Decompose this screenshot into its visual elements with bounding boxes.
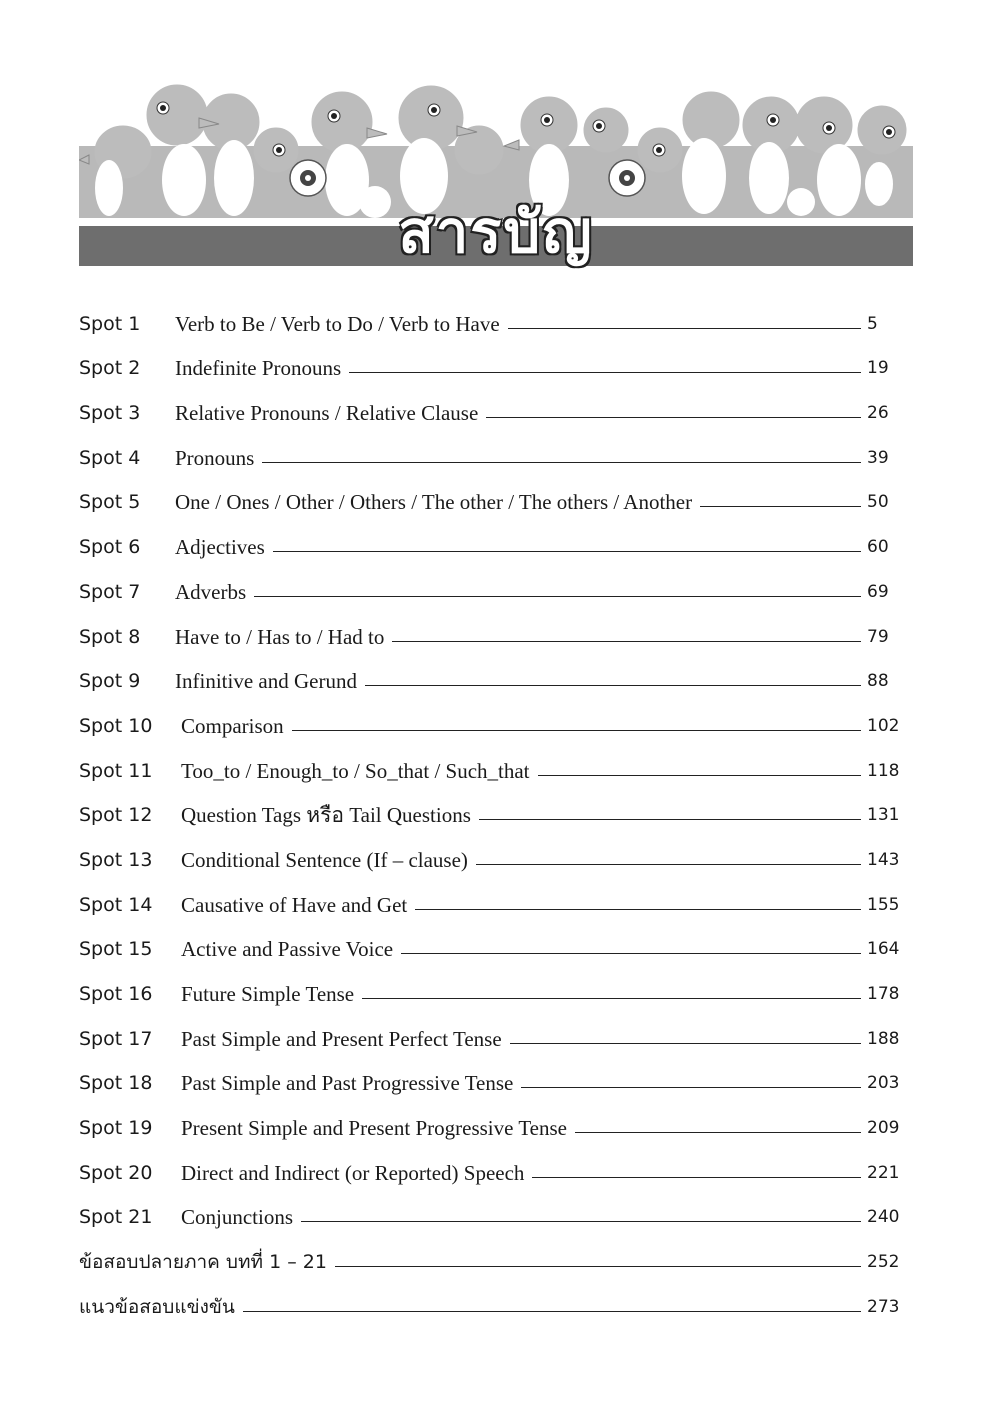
toc-leader-line [301,1221,861,1222]
toc-spot-label: Spot 5 [79,491,141,514]
toc-leader-line [538,775,861,776]
toc-spot-label: Spot 9 [79,670,141,693]
toc-spot-label: Spot 3 [79,402,141,425]
toc-spot-label: Spot 7 [79,580,141,603]
toc-entry-title: Pronouns [175,445,255,470]
toc-leader-line [365,685,861,686]
toc-page-number: 178 [867,984,900,1004]
toc-spot-label: Spot 15 [79,938,153,961]
toc-extra-entry[interactable] [79,1275,899,1320]
toc-leader-line [362,998,861,999]
toc-entry[interactable] [79,605,899,650]
toc-entry[interactable] [79,515,899,560]
toc-page-number: 164 [867,939,900,960]
toc-entry[interactable] [79,784,899,829]
toc-leader-line [510,1043,861,1044]
toc-spot-label: Spot 10 [79,714,153,737]
table-of-contents [79,292,899,1320]
toc-entry-title: Question Tags หรือ Tail Questions [181,803,471,828]
toc-entry[interactable] [79,1052,899,1097]
toc-page-number: 118 [867,760,900,781]
toc-page-number: 155 [867,894,900,915]
toc-leader-line [292,730,861,731]
header-banner [79,80,913,270]
toc-entry-title: Active and Passive Voice [181,937,394,962]
toc-spot-label: Spot 11 [79,759,153,782]
toc-page-number: 131 [867,805,900,826]
toc-spot-label: Spot 19 [79,1117,153,1140]
toc-spot-label: Spot 13 [79,848,153,871]
toc-entry-title: Adverbs [175,579,247,604]
toc-leader-line [508,328,861,329]
toc-leader-line [521,1087,861,1088]
toc-spot-label: Spot 20 [79,1161,153,1184]
toc-page-number: 209 [867,1118,900,1139]
toc-leader-line [700,506,861,507]
toc-entry-title: Conditional Sentence (If – clause) [181,847,468,872]
toc-entry-title: Past Simple and Past Progressive Tense [181,1071,514,1096]
toc-entry-title: Have to / Has to / Had to [175,624,385,649]
toc-entry[interactable] [79,650,899,695]
toc-entry[interactable] [79,381,899,426]
toc-spot-label: Spot 8 [79,625,141,648]
toc-entry[interactable] [79,292,899,337]
toc-entry[interactable] [79,873,899,918]
toc-page-number: 221 [867,1162,900,1183]
toc-leader-line [401,953,861,954]
toc-entry[interactable] [79,1096,899,1141]
toc-spot-label: Spot 17 [79,1027,153,1050]
toc-spot-label: Spot 16 [79,983,153,1005]
page-title: สารบัญ [398,198,594,266]
toc-entry-title: Adjectives [175,535,265,560]
toc-entry[interactable] [79,426,899,471]
toc-page-number: 203 [867,1073,900,1094]
toc-extra-title: ข้อสอบปลายภาค บทที่ 1 – 21 [79,1251,327,1274]
toc-entry-title: Indefinite Pronouns [175,356,342,381]
toc-leader-line [486,417,861,418]
toc-leader-line [476,864,861,865]
toc-page-number: 19 [867,358,889,379]
toc-entry-title: Verb to Be / Verb to Do / Verb to Have [175,311,500,336]
toc-entry-title: Causative of Have and Get [181,892,408,917]
toc-entry[interactable] [79,739,899,784]
toc-spot-label: Spot 6 [79,536,141,559]
toc-page-number: 79 [867,626,889,647]
toc-entry[interactable] [79,918,899,963]
toc-page-number: 252 [867,1252,900,1273]
toc-spot-label: Spot 14 [79,893,153,916]
toc-leader-line [532,1177,861,1178]
toc-leader-line [254,596,861,597]
toc-entry-title: Relative Pronouns / Relative Clause [175,401,479,426]
toc-entry-title: Present Simple and Present Progressive Tense [181,1116,567,1141]
toc-page-number: 102 [867,715,900,736]
toc-entry-title: Comparison [181,713,284,738]
toc-entry-title: Conjunctions [181,1205,294,1230]
toc-spot-label: Spot 21 [79,1206,153,1229]
toc-leader-line [349,372,861,373]
toc-spot-label: Spot 4 [79,446,141,469]
toc-entry-title: Infinitive and Gerund [175,669,357,694]
toc-page-number: 188 [867,1028,900,1049]
toc-page-number: 69 [867,581,889,602]
toc-entry-title: Future Simple Tense [181,982,355,1006]
toc-page-number: 240 [867,1207,900,1228]
toc-entry[interactable] [79,560,899,605]
toc-leader-line [415,909,861,910]
toc-extra-entry[interactable] [79,1230,899,1275]
toc-extra-title: แนวข้อสอบแข่งขัน [79,1295,235,1318]
toc-leader-line [243,1311,861,1312]
toc-page-number: 60 [867,537,889,558]
toc-spot-label: Spot 18 [79,1072,153,1095]
toc-leader-line [335,1266,861,1267]
toc-entry[interactable] [79,962,899,1007]
toc-page-number: 88 [867,671,889,692]
toc-spot-label: Spot 12 [79,804,153,827]
toc-leader-line [392,641,861,642]
toc-leader-line [575,1132,861,1133]
toc-page-number: 39 [867,447,889,468]
toc-entry-title: Too_to / Enough_to / So_that / Such_that [181,758,530,783]
toc-spot-label: Spot 1 [79,312,141,335]
toc-entry[interactable] [79,1186,899,1231]
toc-entry[interactable] [79,1141,899,1186]
toc-leader-line [262,462,861,463]
toc-entry-title: Direct and Indirect (or Reported) Speech [181,1160,525,1185]
toc-page-number: 50 [867,492,889,513]
toc-spot-label: Spot 2 [79,357,141,380]
toc-entry-title: One / Ones / Other / Others / The other / The others / Another [175,490,693,515]
toc-entry[interactable] [79,337,899,382]
toc-entry[interactable] [79,694,899,739]
toc-entry-title: Past Simple and Present Perfect Tense [181,1026,502,1051]
toc-entry[interactable] [79,828,899,873]
toc-page-number: 5 [867,313,878,334]
toc-leader-line [273,551,861,552]
toc-page-number: 273 [867,1296,900,1317]
toc-leader-line [479,819,861,820]
toc-page-number: 143 [867,849,900,870]
toc-entry[interactable] [79,471,899,516]
toc-page-number: 26 [867,403,889,424]
toc-entry[interactable] [79,1007,899,1052]
